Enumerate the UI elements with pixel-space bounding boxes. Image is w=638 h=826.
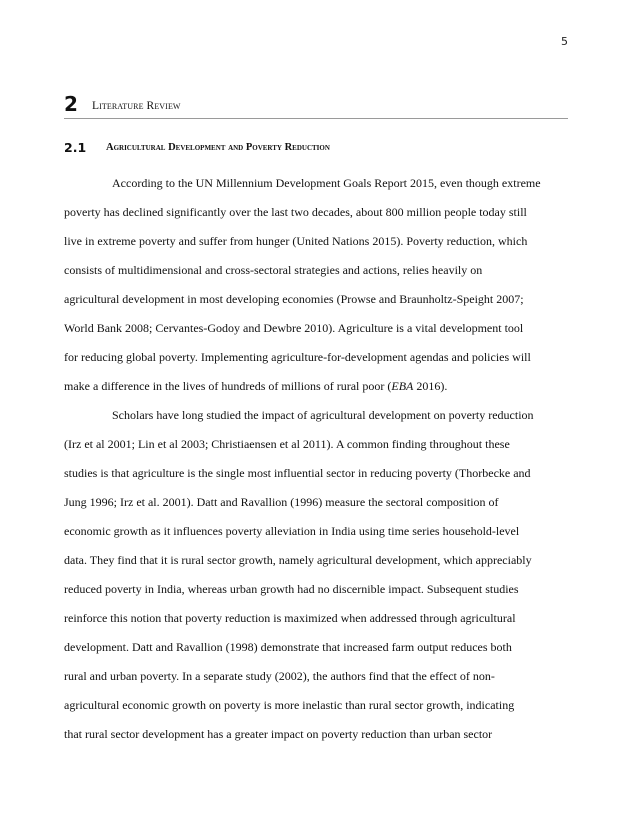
section-number: 2 xyxy=(64,92,78,116)
paragraph-line: live in extreme poverty and suffer from hunger (United Nations 2015). Poverty reduction, which xyxy=(64,234,528,248)
paragraph-line: World Bank 2008; Cervantes-Godoy and Dewbre 2010). Agriculture is a vital development tool xyxy=(64,321,524,335)
paragraph-line: data. They find that it is rural sector growth, namely agricultural development, which appreciably xyxy=(64,553,532,567)
paragraph-line: studies is that agriculture is the single most influential sector in reducing poverty (Thorbecke and xyxy=(64,466,531,480)
paragraph-line: reduced poverty in India, whereas urban growth had no discernible impact. Subsequent studies xyxy=(64,582,519,596)
subsection-title: Agricultural Development and Poverty Reduction xyxy=(106,142,330,153)
paragraph-line: (Irz et al 2001; Lin et al 2003; Christiaensen et al 2011). A common finding throughout these xyxy=(64,437,510,451)
section-heading xyxy=(64,92,568,119)
paragraph-line: that rural sector development has a greater impact on poverty reduction than urban sector xyxy=(64,727,493,741)
paragraph-line: agricultural economic growth on poverty is more inelastic than rural sector growth, indicating xyxy=(64,698,515,712)
section-title: Literature Review xyxy=(92,100,181,112)
paragraph-line: rural and urban poverty. In a separate study (2002), the authors find that the effect of non- xyxy=(64,669,495,683)
paragraph-line: agricultural development in most developing economies (Prowse and Braunholtz-Speight 2007; xyxy=(64,292,524,306)
page-number: 5 xyxy=(561,35,568,48)
paragraph-line: poverty has declined significantly over the last two decades, about 800 million people today still xyxy=(64,205,527,219)
paragraph-line: reinforce this notion that poverty reduction is maximized when addressed through agricultural xyxy=(64,611,516,625)
paragraph-line: According to the UN Millennium Development Goals Report 2015, even though extreme xyxy=(112,176,541,190)
paragraph-line: Jung 1996; Irz et al. 2001). Datt and Ravallion (1996) measure the sectoral composition of xyxy=(64,495,499,509)
paragraph-line: Scholars have long studied the impact of agricultural development on poverty reduction xyxy=(112,408,534,422)
paragraph-line: for reducing global poverty. Implementing agriculture-for-development agendas and policies will xyxy=(64,350,531,364)
line-text: 2016). xyxy=(413,379,448,393)
paragraph-line: development. Datt and Ravallion (1998) demonstrate that increased farm output reduces both xyxy=(64,640,512,654)
body-text xyxy=(64,169,574,749)
subsection-heading xyxy=(64,140,568,156)
paragraph-line: economic growth as it influences poverty alleviation in India using time series household-level xyxy=(64,524,520,538)
paragraph-line xyxy=(64,372,574,401)
paragraph-line: consists of multidimensional and cross-sectoral strategies and actions, relies heavily on xyxy=(64,263,483,277)
citation-italic: EBA xyxy=(391,379,414,393)
subsection-number: 2.1 xyxy=(64,140,87,155)
line-text: make a difference in the lives of hundreds of millions of rural poor ( xyxy=(64,379,392,393)
